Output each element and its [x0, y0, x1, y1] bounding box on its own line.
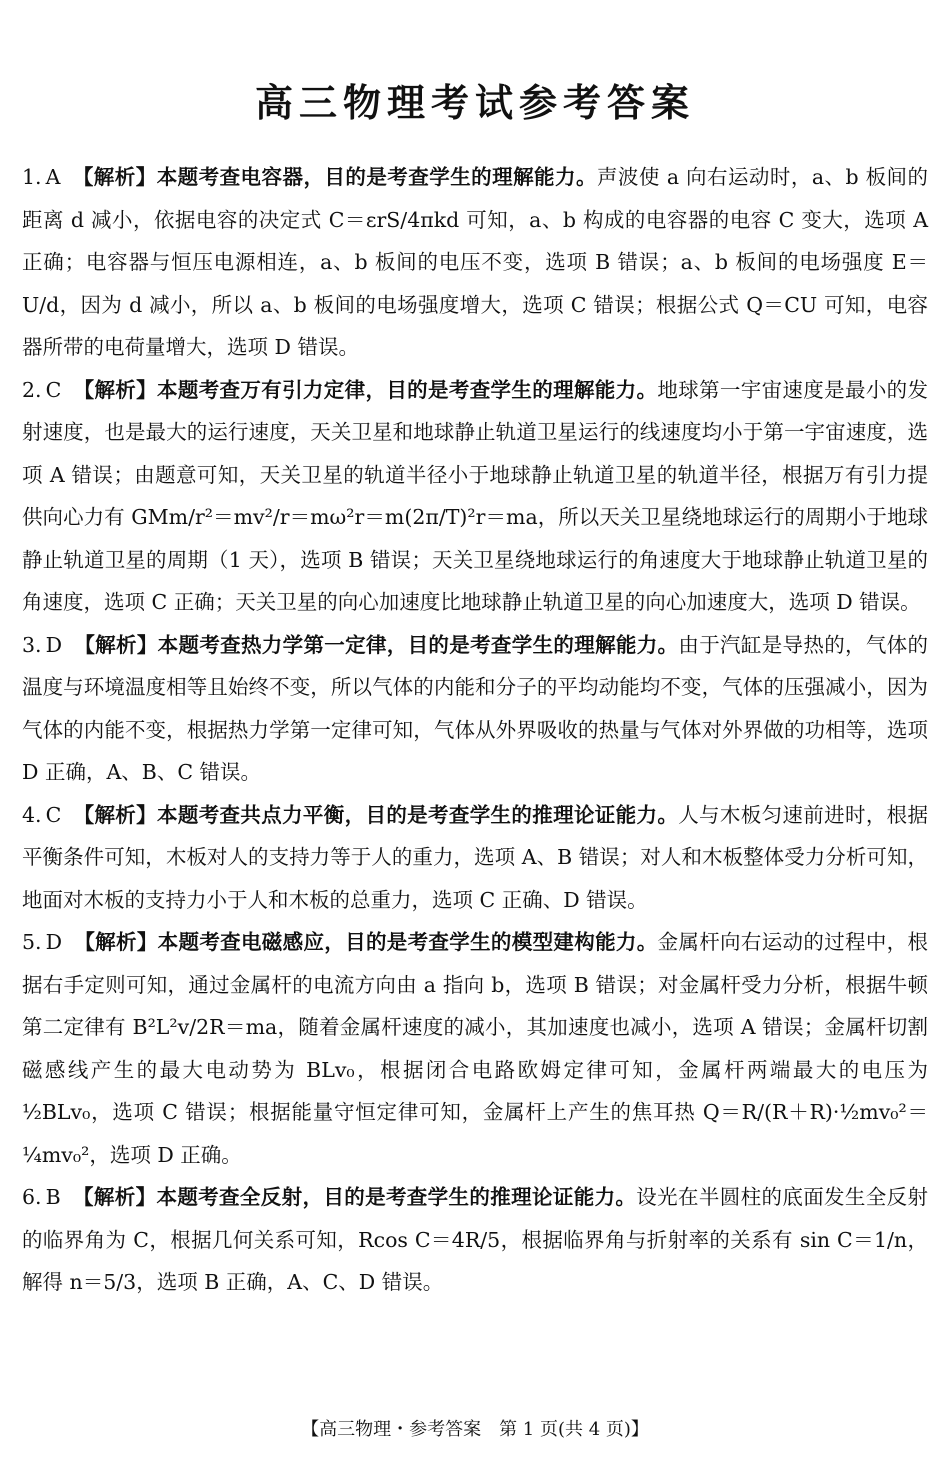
item-number: 1. — [22, 165, 42, 189]
item-text: 金属杆向右运动的过程中，根据右手定则可知，通过金属杆的电流方向由 a 指向 b，选项 B 错误；对金属杆受力分析，根据牛顿第二定律有 B²L²v/2R＝ma，随着金属杆速度的减小，其加速度也减小，选项 A 错误；金属杆切割磁感线产生的最大电动势为 BLv₀，根据闭合电路欧姆定律可知，金属杆两端最大的电压为 ½BLv₀，选项 C 错误；根据能量守恒定律可知，金属杆上产生的焦耳热 Q＝R/(R＋R)·½mv₀²＝¼mv₀²，选项 D 正确。 — [22, 930, 929, 1167]
analysis-tag: 【解析】 — [74, 632, 158, 657]
item-answer: B — [45, 1185, 61, 1209]
answer-item-4 — [22, 794, 928, 922]
answer-list — [22, 156, 928, 1304]
answer-item-3 — [22, 624, 928, 794]
item-text: 设光在半圆柱的底面发生全反射的临界角为 C，根据几何关系可知，Rcos C＝4R/5，根据临界角与折射率的关系有 sin C＝1/n，解得 n＝5/3，选项 B 正确，A、C、D 错误。 — [22, 1185, 929, 1294]
item-lead: 本题考查万有引力定律，目的是考查学生的理解能力。 — [157, 377, 658, 402]
item-lead: 本题考查热力学第一定律，目的是考查学生的理解能力。 — [157, 632, 679, 657]
answer-item-2 — [22, 369, 928, 624]
item-number: 5. — [22, 930, 42, 954]
answer-item-6 — [22, 1176, 928, 1304]
item-text: 人与木板匀速前进时，根据平衡条件可知，木板对人的支持力等于人的重力，选项 A、B 错误；对人和木板整体受力分析可知，地面对木板的支持力小于人和木板的总重力，选项 C 正确、D 错误。 — [22, 802, 929, 912]
item-text: 由于汽缸是导热的，气体的温度与环境温度相等且始终不变，所以气体的内能和分子的平均动能均不变，气体的压强减小，因为气体的内能不变，根据热力学第一定律可知，气体从外界吸收的热量与气体对外界做的功相等，选项 D 正确，A、B、C 错误。 — [22, 632, 929, 784]
analysis-tag: 【解析】 — [73, 377, 157, 402]
item-lead: 本题考查全反射，目的是考查学生的推理论证能力。 — [156, 1185, 637, 1209]
answer-item-5 — [22, 921, 928, 1176]
item-number: 3. — [22, 632, 42, 657]
item-number: 2. — [22, 377, 42, 402]
item-answer: A — [45, 165, 61, 189]
item-text: 地球第一宇宙速度是最小的发射速度，也是最大的运行速度，天关卫星和地球静止轨道卫星运行的线速度均小于第一宇宙速度，选项 A 错误；由题意可知，天关卫星的轨道半径小于地球静止轨道卫星的轨道半径，根据万有引力提供向心力有 GMm/r²＝mv²/r＝mω²r＝m(2π/T)²r＝ma，所以天关卫星绕地球运行的周期小于地球静止轨道卫星的周期（1 天），选项 B 错误；天关卫星绕地球运行的角速度大于地球静止轨道卫星的角速度，选项 C 正确；天关卫星的向心加速度比地球静止轨道卫星的向心加速度大，选项 D 错误。 — [22, 377, 929, 614]
item-answer: C — [45, 802, 62, 827]
item-number: 4. — [22, 802, 42, 827]
item-answer: D — [45, 930, 62, 954]
analysis-tag: 【解析】 — [73, 802, 157, 827]
item-answer: D — [45, 632, 62, 657]
analysis-tag: 【解析】 — [74, 930, 158, 954]
analysis-tag: 【解析】 — [72, 1185, 157, 1209]
item-lead: 本题考查共点力平衡，目的是考查学生的推理论证能力。 — [157, 802, 679, 827]
item-answer: C — [45, 377, 62, 402]
item-text: 声波使 a 向右运动时，a、b 板间的距离 d 减小，依据电容的决定式 C＝εrS/4πkd 可知，a、b 构成的电容器的电容 C 变大，选项 A 正确；电容器与恒压电源相连，a、b 板间的电压不变，选项 B 错误；a、b 板间的电场强度 E＝U/d，因为 d 减小，所以 a、b 板间的电场强度增大，选项 C 错误；根据公式 Q＝CU 可知，电容器所带的电荷量增大，选项 D 错误。 — [22, 165, 928, 359]
page-footer: 【高三物理・参考答案 第 1 页(共 4 页)】 — [301, 1419, 649, 1440]
answer-item-1 — [22, 156, 928, 369]
analysis-tag: 【解析】 — [72, 165, 157, 189]
item-lead: 本题考查电容器，目的是考查学生的理解能力。 — [156, 165, 597, 189]
item-lead: 本题考查电磁感应，目的是考查学生的模型建构能力。 — [157, 930, 658, 954]
page-title: 高三物理考试参考答案 — [254, 81, 695, 125]
item-number: 6. — [22, 1185, 42, 1209]
